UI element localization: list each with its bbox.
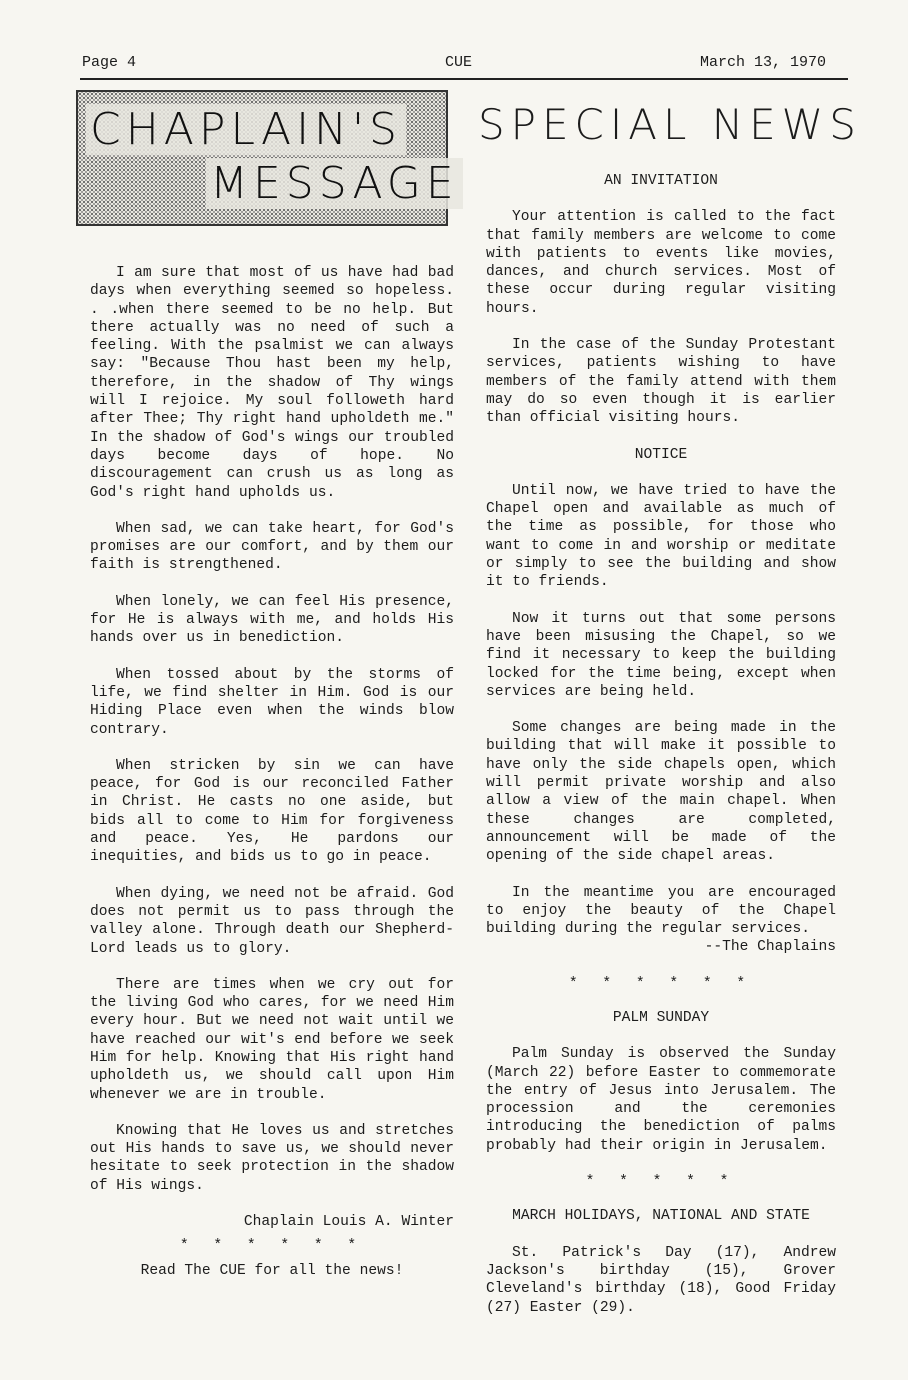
message-paragraph: There are times when we cry out for the living God who cares, for we need Him every hour. But we need not wait until we have reached our wit's end before we seek Him for help. Knowing that His right hand upholdeth us, we should call upon Him whenever we are in trouble. xyxy=(90,976,454,1103)
invitation-paragraph: Your attention is called to the fact that family members are welcome to come with patients to events like movies, dances, and church services. Most of these occur during regular visiting hours. xyxy=(486,209,836,317)
special-news-title: SPECIAL NEWS xyxy=(478,100,862,149)
message-paragraph: Knowing that He loves us and stretches out His hands to save us, we should never hesitate to seek protection in the shadow of His wings. xyxy=(90,1122,454,1194)
notice-heading: NOTICE xyxy=(634,446,688,463)
publication-name: CUE xyxy=(445,54,473,71)
banner-line-1: CHAPLAIN'S xyxy=(86,104,406,155)
banner-line-2: MESSAGE xyxy=(206,158,463,209)
invitation-heading: AN INVITATION xyxy=(604,173,718,189)
notice-paragraph: Now it turns out that some persons have been misusing the Chapel, so we find it necessary to keep the building locked for the time being, except when services are being held. xyxy=(486,610,836,700)
notice-paragraph: Until now, we have tried to have the Chapel open and available as much of the time as possible, for those who want to come in and worship or meditate or simply to see the building and show it to friends. xyxy=(486,482,836,591)
holidays-text: St. Patrick's Day (17), Andrew Jackson's birthday (15), Grover Cleveland's birthday (18), Good Friday (27) Easter (29). xyxy=(486,1244,836,1316)
holidays-heading: MARCH HOLIDAYS, NATIONAL AND STATE xyxy=(512,1208,810,1225)
stars-divider: * * * * * xyxy=(585,1174,737,1191)
closing-line: Read The CUE for all the news! xyxy=(140,1262,404,1279)
message-paragraph: When tossed about by the storms of life, we find shelter in Him. God is our Hiding Place even when the winds blow contrary. xyxy=(90,666,454,738)
chaplains-message-banner xyxy=(76,90,459,226)
message-paragraph: When sad, we can take heart, for God's promises are our comfort, and by them our faith is strengthened. xyxy=(90,520,454,574)
message-paragraph: When dying, we need not be afraid. God does not permit us to pass through the valley alone. Through death our Shepherd-Lord leads us to glory. xyxy=(90,885,454,957)
issue-date: March 13, 1970 xyxy=(700,54,827,71)
palm-sunday-heading: PALM SUNDAY xyxy=(612,1009,710,1026)
stars-divider: * * * * * * xyxy=(179,1238,365,1255)
message-paragraph: I am sure that most of us have had bad days when everything seemed so hopeless. . .when there seemed to be no help. But there actually was no need of such a feeling. With the psalmist we can always say: "Because Thou hast been my help, therefore, in the shadow of Thy wings will I rejoice. My soul followeth hard after Thee; Thy right hand upholdeth me." In the shadow of God's wings our troubled days become days of hope. No discouragement can crush us as long as God's right hand upholds us. xyxy=(90,265,454,501)
special-news-column xyxy=(486,172,836,1335)
page-number: Page 4 xyxy=(82,54,137,71)
chaplain-signature: Chaplain Louis A. Winter xyxy=(243,1214,454,1231)
message-paragraph: When lonely, we can feel His presence, for He is always with me, and holds His hands over us in benediction. xyxy=(90,593,454,647)
message-paragraph: When stricken by sin we can have peace, for God is our reconciled Father in Christ. He casts no one aside, but bids all to come to Him for forgiveness and peace. Yes, He pardons our inequities, and bids us to go in peace. xyxy=(90,757,454,866)
notice-paragraph: In the meantime you are encouraged to enjoy the beauty of the Chapel building during the regular services. xyxy=(486,884,836,938)
invitation-paragraph: In the case of the Sunday Protestant services, patients wishing to have members of the family attend with them may do so even though it is earlier than official visiting hours. xyxy=(486,337,836,427)
header-rule xyxy=(80,78,848,80)
chaplain-message-column xyxy=(90,264,454,1298)
notice-paragraph: Some changes are being made in the building that will make it possible to have only the side chapels open, which will permit private worship and also allow a view of the main chapel. When these changes are completed, announcement will be made of the opening of the side chapel areas. xyxy=(486,720,836,865)
palm-sunday-text: Palm Sunday is observed the Sunday (March 22) before Easter to commemorate the entry of Jesus into Jerusalem. The procession and the ceremonies introducing the benediction of palms probably had their origin in Jerusalem. xyxy=(486,1046,836,1154)
notice-signature: --The Chaplains xyxy=(704,939,836,956)
stars-divider: * * * * * * xyxy=(568,975,754,992)
